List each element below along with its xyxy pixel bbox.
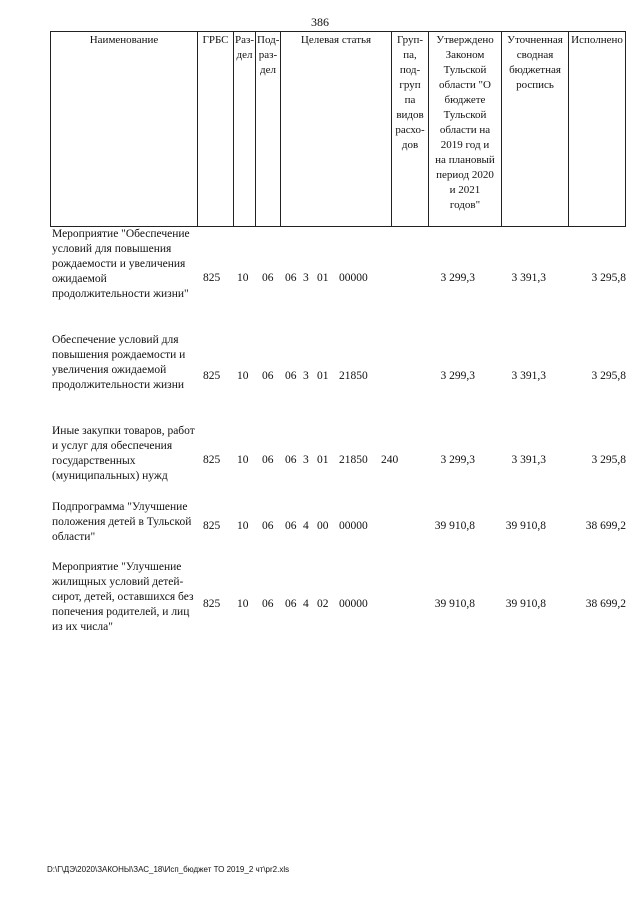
cell-vr: 240	[381, 454, 399, 466]
cell-refined: 3 391,3	[511, 454, 546, 466]
cell-executed: 3 295,8	[591, 272, 626, 284]
cell-cs3: 02	[317, 598, 329, 610]
header-approved: Утверждено Законом Тульской области "О бюджете Тульской области на 2019 год и на плановый период 2020 и 2021 годов"	[429, 32, 502, 227]
header-refined: Уточненная сводная бюджетная роспись	[502, 32, 569, 227]
cell-grbs: 825	[203, 598, 221, 610]
cell-cs2: 3	[303, 272, 309, 284]
cell-refined: 39 910,8	[505, 520, 546, 532]
header-razdel: Раз- дел	[234, 32, 256, 227]
cell-cs3: 01	[317, 272, 329, 284]
cell-cs4: 00000	[339, 272, 368, 284]
cell-razdel: 10	[237, 272, 249, 284]
header-grbs: ГРБС	[198, 32, 234, 227]
cell-refined: 3 391,3	[511, 370, 546, 382]
cell-cs4: 00000	[339, 520, 368, 532]
row-name: Иные закупки товаров, работ и услуг для обеспечения государственных (муниципальных) нужд	[52, 425, 195, 482]
header-target-article: Целевая статья	[281, 32, 392, 227]
cell-podrazdel: 06	[262, 370, 274, 382]
cell-approved: 3 299,3	[440, 370, 475, 382]
file-path-footer: D:\Г\ДЭ\2020\ЗАКОНЫ\ЗАС_18\Исп_бюджет ТО 2019_2 чт\pr2.xls	[47, 865, 290, 874]
page-number: 386	[311, 15, 329, 29]
cell-podrazdel: 06	[262, 598, 274, 610]
cell-refined: 39 910,8	[505, 598, 546, 610]
cell-razdel: 10	[237, 520, 249, 532]
row-name: Мероприятие "Улучшение жилищных условий детей-сирот, детей, оставшихся без попечения родителей, и лиц из их числа"	[52, 561, 194, 633]
cell-cs4: 21850	[339, 454, 368, 466]
cell-grbs: 825	[203, 454, 221, 466]
cell-cs1: 06	[285, 454, 297, 466]
cell-cs4: 21850	[339, 370, 368, 382]
cell-executed: 38 699,2	[585, 598, 626, 610]
row-name: Подпрограмма "Улучшение положения детей в Тульской области"	[52, 501, 192, 543]
cell-approved: 3 299,3	[440, 454, 475, 466]
header-expense-group: Груп- па, под- груп па видов расхо- дов	[392, 32, 429, 227]
cell-grbs: 825	[203, 370, 221, 382]
row-name: Мероприятие "Обеспечение условий для повышения рождаемости и увеличения ожидаемой продолжительности жизни"	[52, 228, 190, 300]
cell-cs3: 01	[317, 454, 329, 466]
cell-podrazdel: 06	[262, 454, 274, 466]
cell-grbs: 825	[203, 520, 221, 532]
cell-grbs: 825	[203, 272, 221, 284]
cell-cs1: 06	[285, 520, 297, 532]
header-podrazdel: Под- раз- дел	[256, 32, 281, 227]
cell-executed: 3 295,8	[591, 454, 626, 466]
cell-razdel: 10	[237, 370, 249, 382]
cell-podrazdel: 06	[262, 520, 274, 532]
header-name: Наименование	[51, 32, 198, 227]
header-executed: Исполнено	[569, 32, 626, 227]
cell-razdel: 10	[237, 454, 249, 466]
cell-cs1: 06	[285, 272, 297, 284]
cell-razdel: 10	[237, 598, 249, 610]
cell-cs3: 00	[317, 520, 329, 532]
cell-cs2: 3	[303, 454, 309, 466]
cell-executed: 3 295,8	[591, 370, 626, 382]
cell-cs1: 06	[285, 370, 297, 382]
row-name: Обеспечение условий для повышения рождаемости и увеличения ожидаемой продолжительности жизни	[52, 334, 186, 391]
cell-podrazdel: 06	[262, 272, 274, 284]
cell-cs2: 4	[303, 520, 309, 532]
cell-cs3: 01	[317, 370, 329, 382]
cell-cs1: 06	[285, 598, 297, 610]
cell-cs2: 3	[303, 370, 309, 382]
cell-refined: 3 391,3	[511, 272, 546, 284]
cell-approved: 39 910,8	[434, 598, 475, 610]
cell-executed: 38 699,2	[585, 520, 626, 532]
cell-cs2: 4	[303, 598, 309, 610]
cell-approved: 3 299,3	[440, 272, 475, 284]
cell-cs4: 00000	[339, 598, 368, 610]
cell-approved: 39 910,8	[434, 520, 475, 532]
